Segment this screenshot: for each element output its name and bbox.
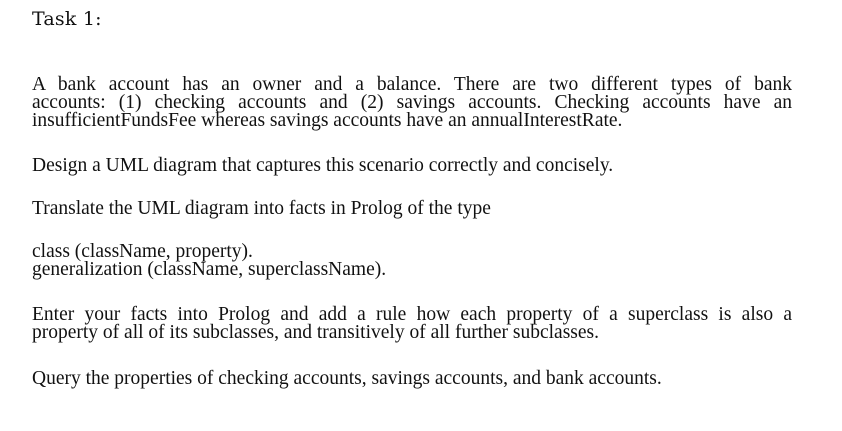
translate-instruction [32,200,792,218]
uml-instruction-text: Design a UML diagram that captures this scenario correctly and concisely. [32,155,614,176]
query-instruction-text: Query the properties of checking accounts, savings accounts, and bank accounts. [32,368,662,389]
class-fact-template: class (className, property). [32,241,253,262]
prolog-fact-templates [32,243,792,279]
generalization-fact-template: generalization (className, superclassName). [32,259,387,280]
scenario-line-3: insufficientFundsFee whereas savings accounts have an annualInterestRate. [32,110,623,131]
task-title: Task 1: [32,8,102,30]
rule-instruction-line-2: property of all of its subclasses, and transitively of all further subclasses. [32,322,599,343]
rule-instruction-line-1: Enter your facts into Prolog and add a rule how each property of a superclass is also a [32,304,792,325]
scenario-line-2: accounts: (1) checking accounts and (2) savings accounts. Checking accounts have an [32,92,792,113]
translate-instruction-text: Translate the UML diagram into facts in Prolog of the type [32,198,491,219]
query-instruction [32,370,792,388]
rule-instruction [32,306,792,342]
scenario-line-1: A bank account has an owner and a balance. There are two different types of bank [32,74,792,95]
scenario-paragraph [32,76,792,130]
uml-instruction [32,157,792,175]
